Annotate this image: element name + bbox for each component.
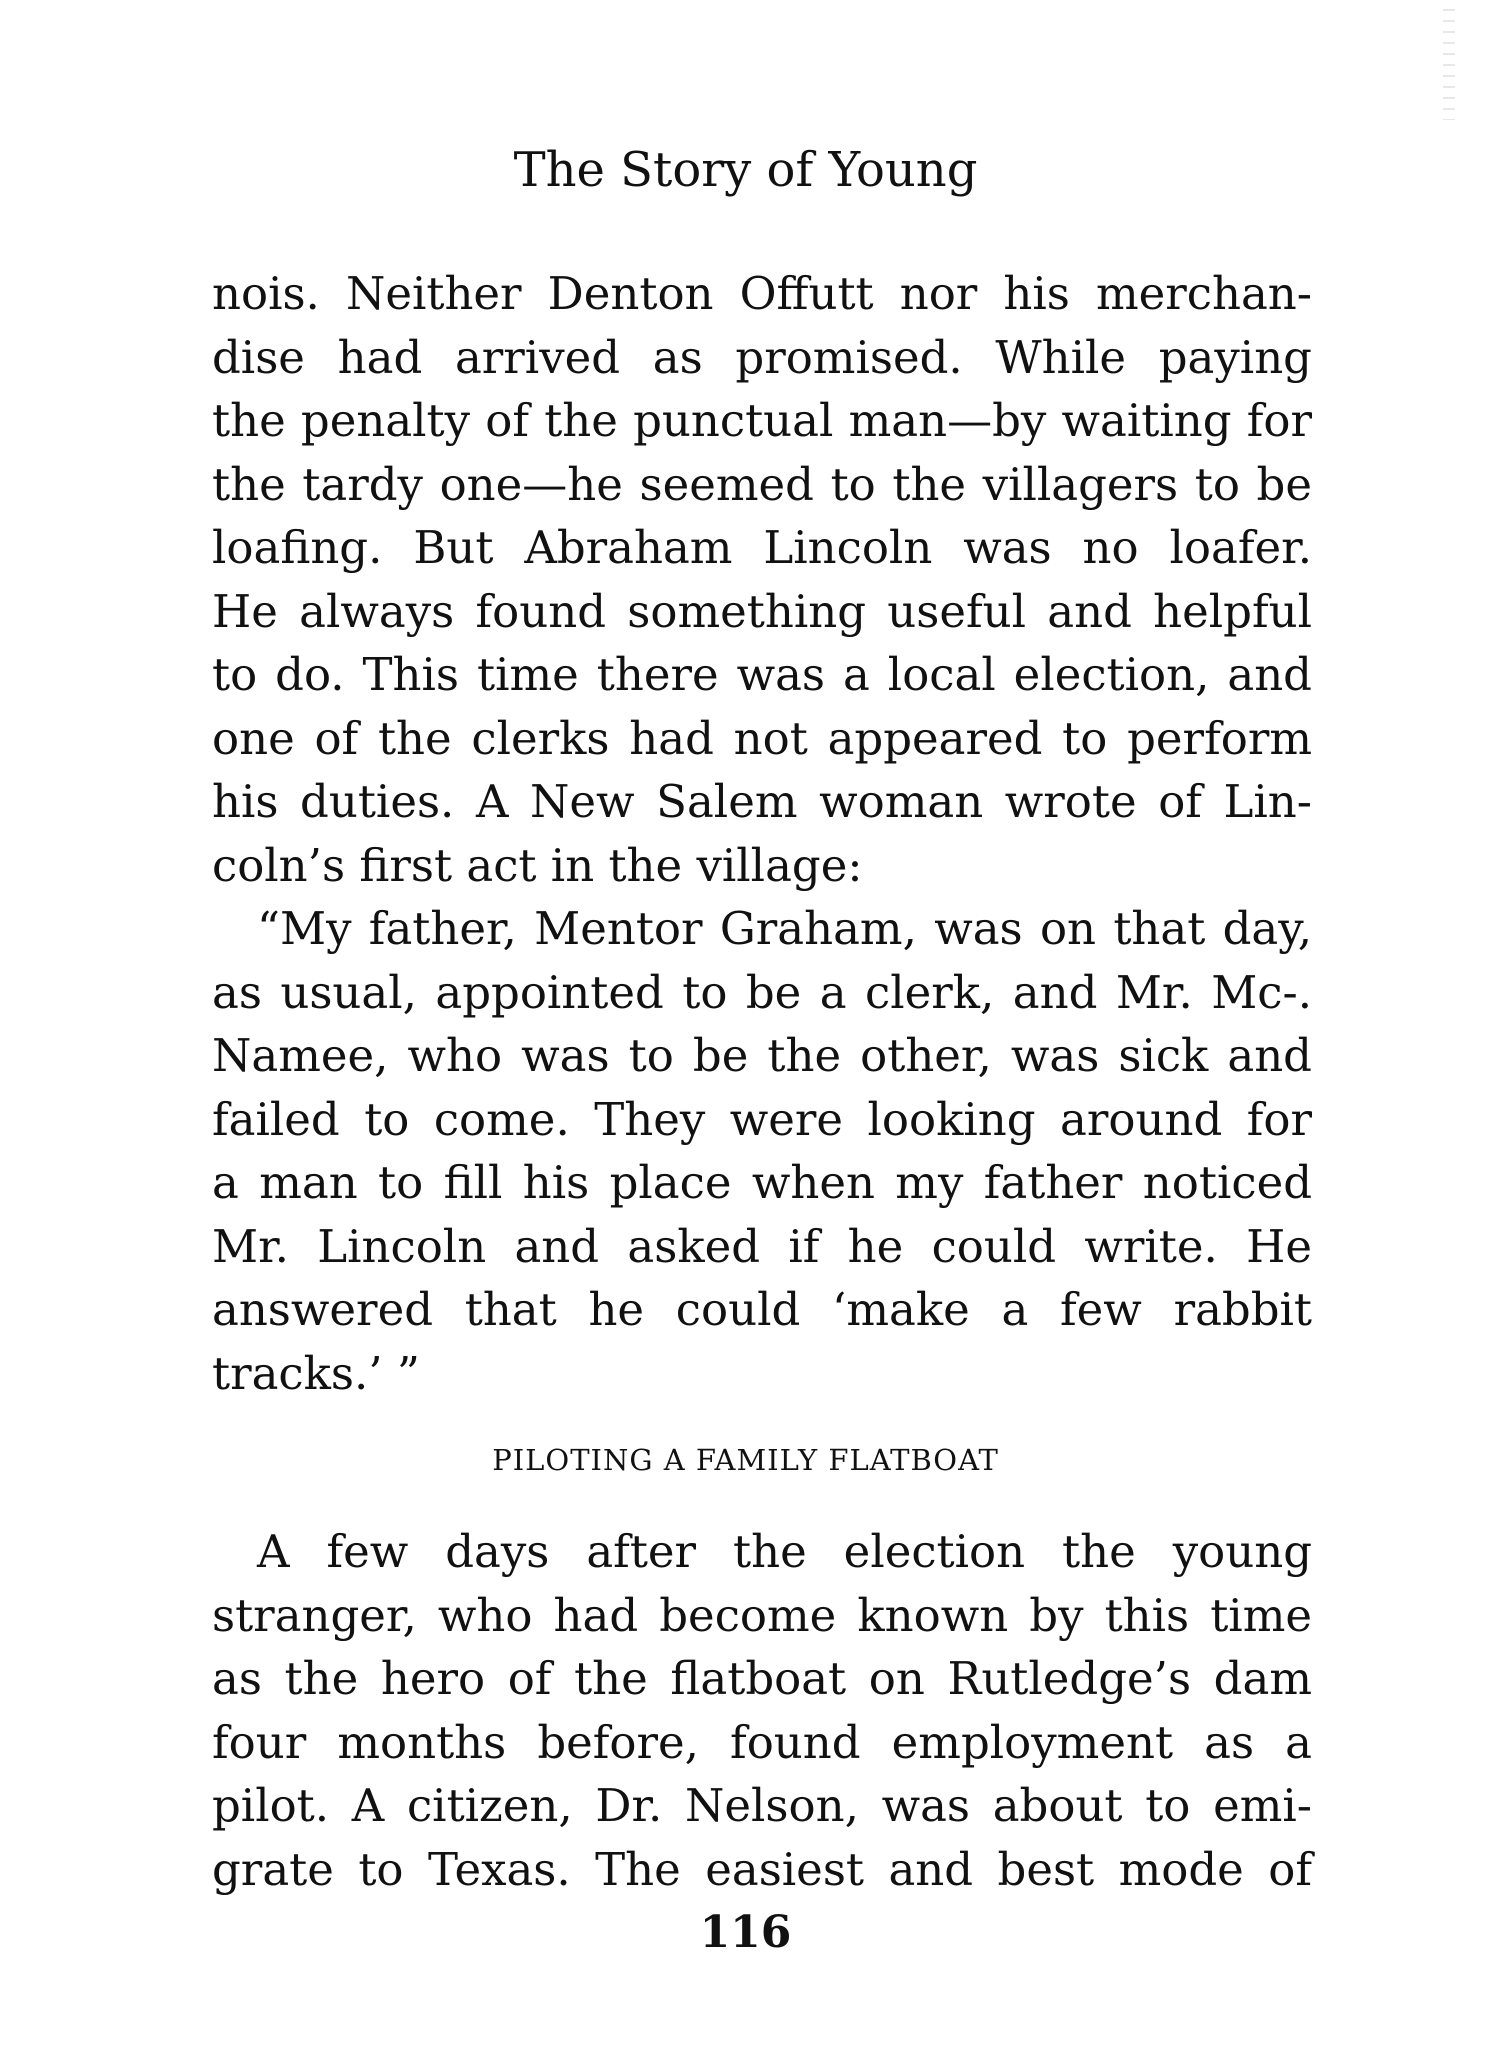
paragraph-1 [212,262,1312,897]
text-line: tracks.’ ” [212,1346,420,1400]
paragraph-2-quotation [212,897,1312,1405]
text-line: to do. This time there was a local election, and [212,648,1312,701]
running-head: The Story of Young [513,142,978,198]
text-line: Namee, who was to be the other, was sick and [212,1029,1312,1082]
text-line: one of the clerks had not appeared to perform [212,711,1312,765]
text-line: answered that he could ‘make a few rabbit [212,1283,1312,1336]
text-line: as usual, appointed to be a clerk, and Mr. Mc-. [212,965,1312,1019]
text-line: four months before, found employment as a [212,1715,1312,1769]
text-line: pilot. A citizen, Dr. Nelson, was about to emi- [212,1779,1312,1832]
text-line: A few days after the election the young [257,1525,1312,1578]
text-line: the penalty of the punctual man—by waiting for [212,394,1312,447]
text-line: a man to fill his place when my father noticed [212,1156,1312,1209]
text-line: as the hero of the flatboat on Rutledge’s dam [212,1652,1312,1705]
page-number: 116 [699,1907,792,1958]
text-line: loafing. But Abraham Lincoln was no loafer. [212,521,1312,574]
text-line: stranger, who had become known by this time [212,1588,1312,1642]
text-line: coln’s first act in the village: [212,838,863,892]
section-heading: PILOTING A FAMILY FLATBOAT [492,1443,999,1477]
text-line: dise had arrived as promised. While paying [212,330,1312,384]
text-line: “My father, Mentor Graham, was on that day, [257,902,1312,955]
paragraph-3 [212,1520,1312,1901]
text-line: failed to come. They were looking around for [212,1092,1312,1146]
page-edge-specks [1443,0,1455,120]
text-line: Mr. Lincoln and asked if he could write. He [212,1219,1312,1273]
text-line: nois. Neither Denton Offutt nor his merchan- [212,267,1312,320]
text-line: grate to Texas. The easiest and best mode of [212,1842,1312,1896]
text-line: He always found something useful and helpful [212,584,1312,638]
text-line: the tardy one—he seemed to the villagers to be [212,457,1312,511]
text-line: his duties. A New Salem woman wrote of Lin- [212,775,1312,828]
